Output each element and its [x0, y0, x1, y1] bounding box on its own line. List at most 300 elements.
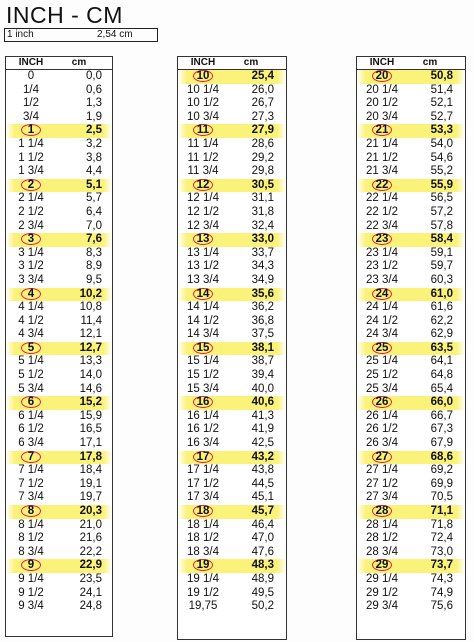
inch-value: 17 3/4 [187, 491, 219, 504]
table-row [6, 464, 112, 478]
inch-value [178, 179, 228, 193]
table-row-whole-inch [357, 342, 465, 356]
cm-value: 43,2 [251, 450, 274, 463]
table-row [6, 532, 112, 546]
inch-value: 4 3/4 [18, 328, 44, 341]
inch-value: 15 1/4 [187, 355, 219, 368]
cm-value: 72,4 [430, 532, 453, 545]
table-row [178, 532, 286, 546]
inch-value: 24 3/4 [366, 328, 398, 341]
table-row [178, 97, 286, 111]
circled-inch-value: 20 [372, 70, 392, 82]
inch-value: 9 1/2 [18, 586, 44, 599]
table-row [6, 315, 112, 329]
inch-value: 21 3/4 [366, 165, 398, 178]
cm-value: 1,3 [86, 97, 102, 110]
table-row [6, 355, 112, 369]
inch-value [357, 342, 407, 356]
cm-value: 0,0 [86, 70, 102, 82]
inch-value: 5 1/4 [18, 355, 44, 368]
cm-value: 66,7 [430, 409, 453, 422]
inch-value: 23 1/2 [366, 260, 398, 273]
table-row-whole-inch [178, 70, 286, 84]
column-header [357, 57, 465, 70]
table-row [6, 84, 112, 98]
table-row-whole-inch [357, 451, 465, 465]
table-row [357, 478, 465, 492]
table-row [357, 355, 465, 369]
table-row-whole-inch [178, 233, 286, 247]
cm-value: 7,0 [86, 219, 102, 232]
table-row [357, 274, 465, 288]
table-row [178, 546, 286, 560]
cm-value: 15,2 [79, 396, 102, 409]
inch-value: 7 1/4 [18, 464, 44, 477]
header-cm: cm [243, 57, 259, 68]
cm-value: 2,5 [86, 124, 102, 137]
table-row-whole-inch [357, 288, 465, 302]
table-row-whole-inch [178, 342, 286, 356]
cm-value: 55,9 [430, 178, 453, 191]
cm-value: 22,2 [79, 545, 102, 558]
inch-value: 13 1/2 [187, 260, 219, 273]
table-row [178, 206, 286, 220]
inch-value: 20 3/4 [366, 110, 398, 123]
table-row [357, 260, 465, 274]
inch-value [6, 451, 56, 465]
inch-value: 13 1/4 [187, 246, 219, 259]
inch-value: 15 1/2 [187, 369, 219, 382]
inch-value: 3 1/4 [18, 246, 44, 259]
header-inch: INCH [369, 57, 395, 68]
cm-value: 73,0 [430, 545, 453, 558]
table-row-whole-inch [6, 179, 112, 193]
cm-value: 18,4 [79, 464, 102, 477]
inch-value [178, 559, 228, 573]
inch-value: 16 1/2 [187, 423, 219, 436]
table-row [178, 491, 286, 505]
cm-value: 74,3 [430, 572, 453, 585]
inch-value: 28 3/4 [366, 545, 398, 558]
inch-value: 1 1/4 [18, 137, 44, 150]
inch-value: 10 1/4 [187, 83, 219, 96]
cm-value: 1,9 [86, 110, 102, 123]
cm-value: 31,1 [251, 192, 274, 205]
cm-value: 14,6 [79, 382, 102, 395]
cm-value: 66,0 [430, 396, 453, 409]
cm-value: 24,1 [79, 586, 102, 599]
inch-value: 27 3/4 [366, 491, 398, 504]
header-cm: cm [422, 57, 438, 68]
inch-value: 7 3/4 [18, 491, 44, 504]
cm-value: 44,5 [251, 477, 274, 490]
table-row [357, 206, 465, 220]
inch-value: 3 1/2 [18, 260, 44, 273]
cm-value: 28,6 [251, 137, 274, 150]
unit-note-label: 1 inch [7, 29, 34, 40]
circled-inch-value: 2 [21, 179, 41, 191]
table-row-whole-inch [178, 396, 286, 410]
inch-value: 22 3/4 [366, 219, 398, 232]
table-row [357, 532, 465, 546]
cm-value: 69,9 [430, 477, 453, 490]
table-row [178, 464, 286, 478]
cm-value: 50,2 [251, 600, 274, 613]
inch-value [178, 233, 228, 247]
table-row [6, 301, 112, 315]
circled-inch-value: 14 [193, 288, 213, 300]
inch-value: 2 1/4 [18, 192, 44, 205]
table-row [178, 301, 286, 315]
cm-value: 21,6 [79, 532, 102, 545]
inch-value: 18 1/4 [187, 518, 219, 531]
inch-value: 3 3/4 [18, 273, 44, 286]
cm-value: 41,3 [251, 409, 274, 422]
cm-value: 54,6 [430, 151, 453, 164]
inch-value [6, 233, 56, 247]
inch-value: 10 1/2 [187, 97, 219, 110]
table-row [6, 410, 112, 424]
inch-value [6, 396, 56, 410]
cm-value: 40,0 [251, 382, 274, 395]
inch-value: 8 1/2 [18, 532, 44, 545]
circled-inch-value: 12 [193, 179, 213, 191]
circled-inch-value: 11 [193, 124, 213, 136]
cm-value: 71,8 [430, 518, 453, 531]
header-cm: cm [71, 57, 87, 68]
table-row [357, 587, 465, 601]
table-row [357, 165, 465, 179]
cm-value: 71,1 [430, 505, 453, 517]
table-row-whole-inch [6, 288, 112, 302]
inch-value: 1/4 [23, 83, 39, 96]
table-row [6, 587, 112, 601]
table-row-whole-inch [6, 451, 112, 465]
cm-value: 17,8 [79, 450, 102, 463]
inch-value: 4 1/2 [18, 314, 44, 327]
unit-note-value: 2,54 cm [97, 29, 133, 40]
inch-value: 26 3/4 [366, 437, 398, 450]
cm-value: 56,5 [430, 192, 453, 205]
inch-value [6, 124, 56, 138]
cm-value: 60,3 [430, 273, 453, 286]
circled-inch-value: 13 [193, 233, 213, 245]
table-row [357, 84, 465, 98]
table-row [178, 600, 286, 614]
inch-value: 19 1/2 [187, 586, 219, 599]
circled-inch-value: 23 [372, 233, 392, 245]
inch-value: 24 1/2 [366, 314, 398, 327]
column-header [178, 57, 286, 70]
cm-value: 64,8 [430, 369, 453, 382]
cm-value: 51,4 [430, 83, 453, 96]
table-row [6, 369, 112, 383]
inch-value: 14 1/4 [187, 301, 219, 314]
cm-value: 41,9 [251, 423, 274, 436]
header-inch: INCH [18, 57, 44, 68]
cm-value: 8,9 [86, 260, 102, 273]
table-row [357, 383, 465, 397]
cm-value: 9,5 [86, 273, 102, 286]
cm-value: 25,4 [251, 70, 274, 82]
cm-value: 3,2 [86, 137, 102, 150]
unit-note [4, 28, 158, 42]
inch-value [178, 124, 228, 138]
cm-value: 35,6 [251, 287, 274, 300]
cm-value: 22,9 [79, 559, 102, 572]
cm-value: 24,8 [79, 600, 102, 613]
cm-value: 3,8 [86, 151, 102, 164]
table-row [6, 138, 112, 152]
table-row [6, 206, 112, 220]
inch-value: 8 3/4 [18, 545, 44, 558]
circled-inch-value: 24 [372, 288, 392, 300]
inch-value: 3/4 [23, 110, 39, 123]
cm-value: 10,8 [79, 301, 102, 314]
table-row-whole-inch [6, 505, 112, 519]
inch-value: 6 3/4 [18, 437, 44, 450]
inch-value [178, 451, 228, 465]
table-row [6, 600, 112, 614]
circled-inch-value: 6 [21, 396, 41, 408]
cm-value: 73,7 [430, 559, 453, 572]
table-row [178, 573, 286, 587]
table-row [6, 97, 112, 111]
inch-value: 18 3/4 [187, 545, 219, 558]
table-row [357, 247, 465, 261]
inch-value: 24 1/4 [366, 301, 398, 314]
table-row [178, 220, 286, 234]
cm-value: 50,8 [430, 70, 453, 82]
table-row [357, 301, 465, 315]
inch-value: 11 1/2 [187, 151, 219, 164]
cm-value: 26,0 [251, 83, 274, 96]
inch-value: 8 1/4 [18, 518, 44, 531]
table-row [178, 274, 286, 288]
cm-value: 74,9 [430, 586, 453, 599]
table-row-whole-inch [357, 396, 465, 410]
table-row [357, 138, 465, 152]
table-row [357, 546, 465, 560]
inch-value [357, 559, 407, 573]
inch-value: 16 3/4 [187, 437, 219, 450]
cm-value: 69,2 [430, 464, 453, 477]
header-inch: INCH [190, 57, 216, 68]
circled-inch-value: 9 [21, 559, 41, 571]
table-row [178, 410, 286, 424]
table-row [178, 478, 286, 492]
cm-value: 64,1 [430, 355, 453, 368]
inch-value: 12 3/4 [187, 219, 219, 232]
cm-value: 30,5 [251, 178, 274, 191]
cm-value: 7,6 [86, 233, 102, 246]
table-row-whole-inch [357, 505, 465, 519]
table-row [6, 192, 112, 206]
inch-value: 11 1/4 [187, 137, 219, 150]
cm-value: 52,1 [430, 97, 453, 110]
table-row [178, 587, 286, 601]
inch-value: 19 1/4 [187, 572, 219, 585]
table-row [357, 437, 465, 451]
table-row [6, 274, 112, 288]
table-row [6, 165, 112, 179]
circled-inch-value: 26 [372, 396, 392, 408]
table-row-whole-inch [6, 233, 112, 247]
inch-value: 11 3/4 [187, 165, 219, 178]
cm-value: 11,4 [80, 314, 102, 327]
cm-value: 57,8 [430, 219, 453, 232]
cm-value: 19,7 [79, 491, 102, 504]
inch-value: 28 1/2 [366, 532, 398, 545]
table-row [178, 111, 286, 125]
inch-value: 20 1/4 [366, 83, 398, 96]
table-row [357, 369, 465, 383]
cm-value: 70,5 [430, 491, 453, 504]
table-row [6, 423, 112, 437]
inch-value: 14 1/2 [187, 314, 219, 327]
table-row [6, 546, 112, 560]
page-title: INCH - CM [6, 2, 123, 28]
cm-value: 42,5 [251, 437, 274, 450]
table-row [178, 383, 286, 397]
inch-value: 4 1/4 [18, 301, 44, 314]
inch-value: 19,75 [188, 600, 218, 613]
cm-value: 37,5 [251, 328, 274, 341]
cm-value: 48,3 [251, 559, 274, 572]
inch-value [6, 342, 56, 356]
inch-value: 22 1/2 [366, 205, 398, 218]
cm-value: 52,7 [430, 110, 453, 123]
cm-value: 33,7 [251, 246, 274, 259]
table-row [178, 247, 286, 261]
cm-value: 54,0 [430, 137, 453, 150]
inch-value: 0 [27, 70, 35, 82]
cm-value: 32,4 [251, 219, 274, 232]
circled-inch-value: 4 [21, 288, 41, 300]
inch-value: 23 1/4 [366, 246, 398, 259]
circled-inch-value: 25 [372, 342, 392, 354]
cm-value: 47,0 [251, 532, 274, 545]
cm-value: 38,1 [251, 341, 274, 354]
table-row-whole-inch [357, 124, 465, 138]
cm-value: 34,3 [251, 260, 274, 273]
table-row [178, 355, 286, 369]
inch-value [178, 505, 228, 519]
cm-value: 6,4 [86, 205, 102, 218]
cm-value: 15,9 [79, 409, 102, 422]
circled-inch-value: 8 [21, 505, 41, 517]
table-row [6, 152, 112, 166]
cm-value: 45,7 [251, 505, 274, 517]
table-row-whole-inch [178, 179, 286, 193]
inch-value: 17 1/2 [187, 477, 219, 490]
table-row [6, 111, 112, 125]
cm-value: 49,5 [251, 586, 274, 599]
cm-value: 39,4 [251, 369, 274, 382]
cm-value: 58,4 [430, 233, 453, 246]
conversion-table-column-2 [177, 56, 287, 640]
inch-value: 25 1/4 [366, 355, 398, 368]
cm-value: 47,6 [251, 545, 274, 558]
circled-inch-value: 29 [372, 559, 392, 571]
cm-value: 21,0 [79, 518, 102, 531]
inch-value: 14 3/4 [187, 328, 219, 341]
cm-value: 59,7 [430, 260, 453, 273]
inch-value: 2 1/2 [18, 205, 44, 218]
inch-value [357, 124, 407, 138]
table-row [6, 220, 112, 234]
table-row [6, 328, 112, 342]
cm-value: 12,1 [79, 328, 102, 341]
table-row [357, 464, 465, 478]
inch-value [6, 559, 56, 573]
table-row [6, 478, 112, 492]
inch-value: 17 1/4 [187, 464, 219, 477]
cm-value: 19,1 [79, 477, 102, 490]
table-row [357, 192, 465, 206]
inch-value [6, 505, 56, 519]
table-row [178, 369, 286, 383]
cm-value: 67,9 [430, 437, 453, 450]
table-row-whole-inch [178, 505, 286, 519]
table-row [178, 165, 286, 179]
inch-value: 29 1/2 [366, 586, 398, 599]
cm-value: 36,8 [251, 314, 274, 327]
inch-value: 16 1/4 [187, 409, 219, 422]
inch-value: 27 1/4 [366, 464, 398, 477]
table-row [6, 247, 112, 261]
table-row [6, 573, 112, 587]
table-row [357, 315, 465, 329]
inch-value: 29 3/4 [366, 600, 398, 613]
inch-value [357, 505, 407, 519]
cm-value: 59,1 [430, 246, 453, 259]
table-row-whole-inch [6, 559, 112, 573]
table-row [6, 519, 112, 533]
cm-value: 10,2 [79, 287, 102, 300]
table-row-whole-inch [6, 396, 112, 410]
inch-value: 21 1/4 [366, 137, 398, 150]
cm-value: 4,4 [86, 165, 102, 178]
inch-value: 15 3/4 [187, 382, 219, 395]
cm-value: 27,9 [251, 124, 274, 137]
inch-value: 22 1/4 [366, 192, 398, 205]
inch-value: 7 1/2 [18, 477, 44, 490]
cm-value: 45,1 [251, 491, 274, 504]
table-row-whole-inch [178, 288, 286, 302]
table-row [357, 220, 465, 234]
table-row [6, 491, 112, 505]
inch-value: 29 1/4 [366, 572, 398, 585]
inch-value: 28 1/4 [366, 518, 398, 531]
cm-value: 17,1 [79, 437, 102, 450]
cm-value: 29,2 [251, 151, 274, 164]
cm-value: 5,7 [86, 192, 102, 205]
table-row [357, 111, 465, 125]
cm-value: 61,0 [430, 287, 453, 300]
circled-inch-value: 3 [21, 233, 41, 245]
table-row [357, 97, 465, 111]
inch-value [357, 288, 407, 302]
cm-value: 27,3 [251, 110, 274, 123]
cm-value: 12,7 [79, 341, 102, 354]
inch-value [178, 396, 228, 410]
table-row [357, 491, 465, 505]
table-row [178, 315, 286, 329]
cm-value: 29,8 [251, 165, 274, 178]
inch-value [357, 179, 407, 193]
cm-value: 57,2 [430, 205, 453, 218]
